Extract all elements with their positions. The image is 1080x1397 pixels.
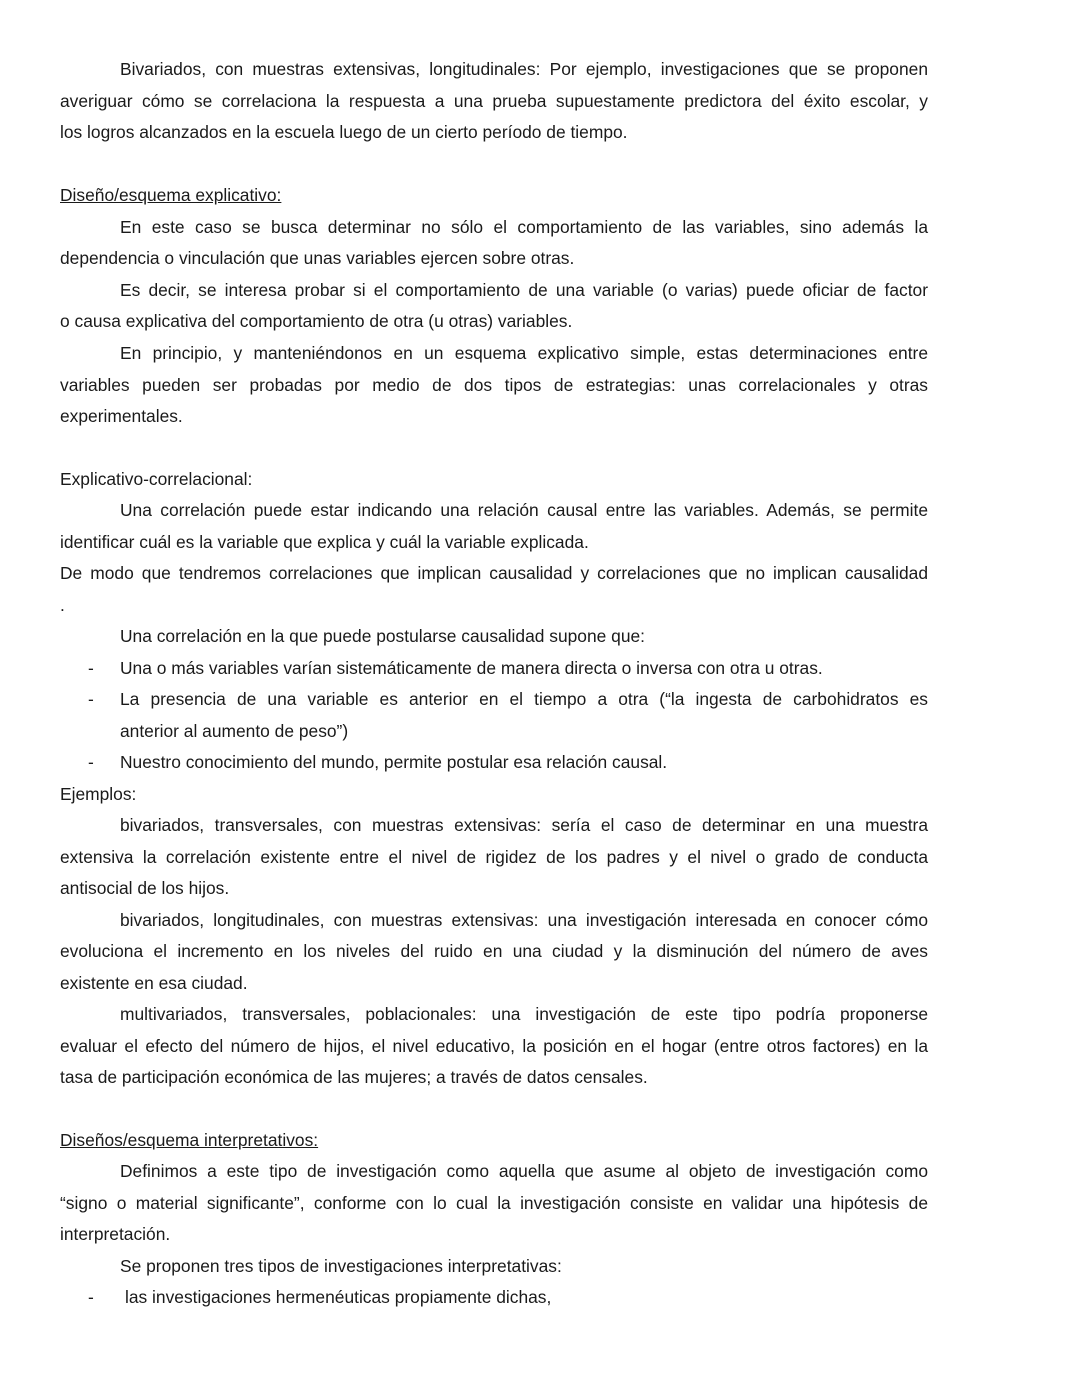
paragraph-line: los logros alcanzados en la escuela luego de un cierto período de tiempo. [60, 122, 628, 142]
example-line: bivariados, transversales, con muestras extensivas: sería el caso de determinar en una muestra [120, 815, 928, 835]
paragraph-line: En este caso se busca determinar no sólo el comportamiento de las variables, sino además la [120, 217, 928, 237]
example-line: bivariados, longitudinales, con muestras extensivas: una investigación interesada en conocer cómo [120, 910, 928, 930]
paragraph-line: En principio, y manteniéndonos en un esquema explicativo simple, estas determinaciones entre [120, 343, 928, 363]
paragraph-line: Es decir, se interesa probar si el comportamiento de una variable (o varias) puede oficiar de factor [120, 280, 928, 300]
list-item: Una o más variables varían sistemáticamente de manera directa o inversa con otra u otras. [120, 658, 823, 678]
list-intro: Se proponen tres tipos de investigaciones interpretativas: [120, 1256, 562, 1276]
paragraph-line: Una correlación puede estar indicando una relación causal entre las variables. Además, se permite [120, 500, 928, 520]
example-line: multivariados, transversales, poblacionales: una investigación de este tipo podría proponerse [120, 1004, 928, 1024]
list-item: Nuestro conocimiento del mundo, permite postular esa relación causal. [120, 752, 668, 772]
paragraph-line: De modo que tendremos correlaciones que implican causalidad y correlaciones que no implican causalidad [60, 563, 928, 583]
example-line: extensiva la correlación existente entre el nivel de rigidez de los padres y el nivel o grado de conducta [60, 847, 928, 867]
example-line: tasa de participación económica de las mujeres; a través de datos censales. [60, 1067, 648, 1087]
section-heading-correlacional: Explicativo-correlacional: [60, 469, 253, 489]
paragraph-line: Definimos a este tipo de investigación como aquella que asume al objeto de investigación como [120, 1161, 928, 1181]
bullet-dash: - [88, 1287, 94, 1307]
paragraph-line: identificar cuál es la variable que explica y cuál la variable explicada. [60, 532, 589, 552]
list-intro: Una correlación en la que puede postularse causalidad supone que: [120, 626, 645, 646]
list-item-continuation: anterior al aumento de peso”) [120, 721, 349, 741]
bullet-dash: - [88, 689, 94, 709]
bullet-dash: - [88, 752, 94, 772]
paragraph-line: “signo o material significante”, conforme con lo cual la investigación consiste en validar una hipótesis de [60, 1193, 928, 1213]
list-item: La presencia de una variable es anterior en el tiempo a otra (“la ingesta de carbohidratos es [120, 689, 928, 709]
example-line: evaluar el efecto del número de hijos, el nivel educativo, la posición en el hogar (entre otros factores) en la [60, 1036, 928, 1056]
examples-label: Ejemplos: [60, 784, 137, 804]
example-line: antisocial de los hijos. [60, 878, 230, 898]
section-heading-explicativo: Diseño/esquema explicativo: [60, 185, 282, 205]
paragraph-line: Bivariados, con muestras extensivas, longitudinales: Por ejemplo, investigaciones que se proponen [120, 59, 928, 79]
section-heading-interpretativos: Diseños/esquema interpretativos: [60, 1130, 319, 1150]
paragraph-line: dependencia o vinculación que unas variables ejercen sobre otras. [60, 248, 575, 268]
example-line: existente en esa ciudad. [60, 973, 248, 993]
bullet-dash: - [88, 658, 94, 678]
paragraph-line: variables pueden ser probadas por medio de dos tipos de estrategias: unas correlacionales y otras [60, 375, 928, 395]
paragraph-line: averiguar cómo se correlaciona la respuesta a una prueba supuestamente predictora del éxito escolar, y [60, 91, 928, 111]
paragraph-line: interpretación. [60, 1224, 171, 1244]
list-item: las investigaciones hermenéuticas propiamente dichas, [125, 1287, 552, 1307]
paragraph-line: . [60, 595, 65, 615]
example-line: evoluciona el incremento en los niveles del ruido en una ciudad y la disminución del número de aves [60, 941, 928, 961]
paragraph-line: experimentales. [60, 406, 183, 426]
paragraph-line: o causa explicativa del comportamiento de otra (u otras) variables. [60, 311, 573, 331]
